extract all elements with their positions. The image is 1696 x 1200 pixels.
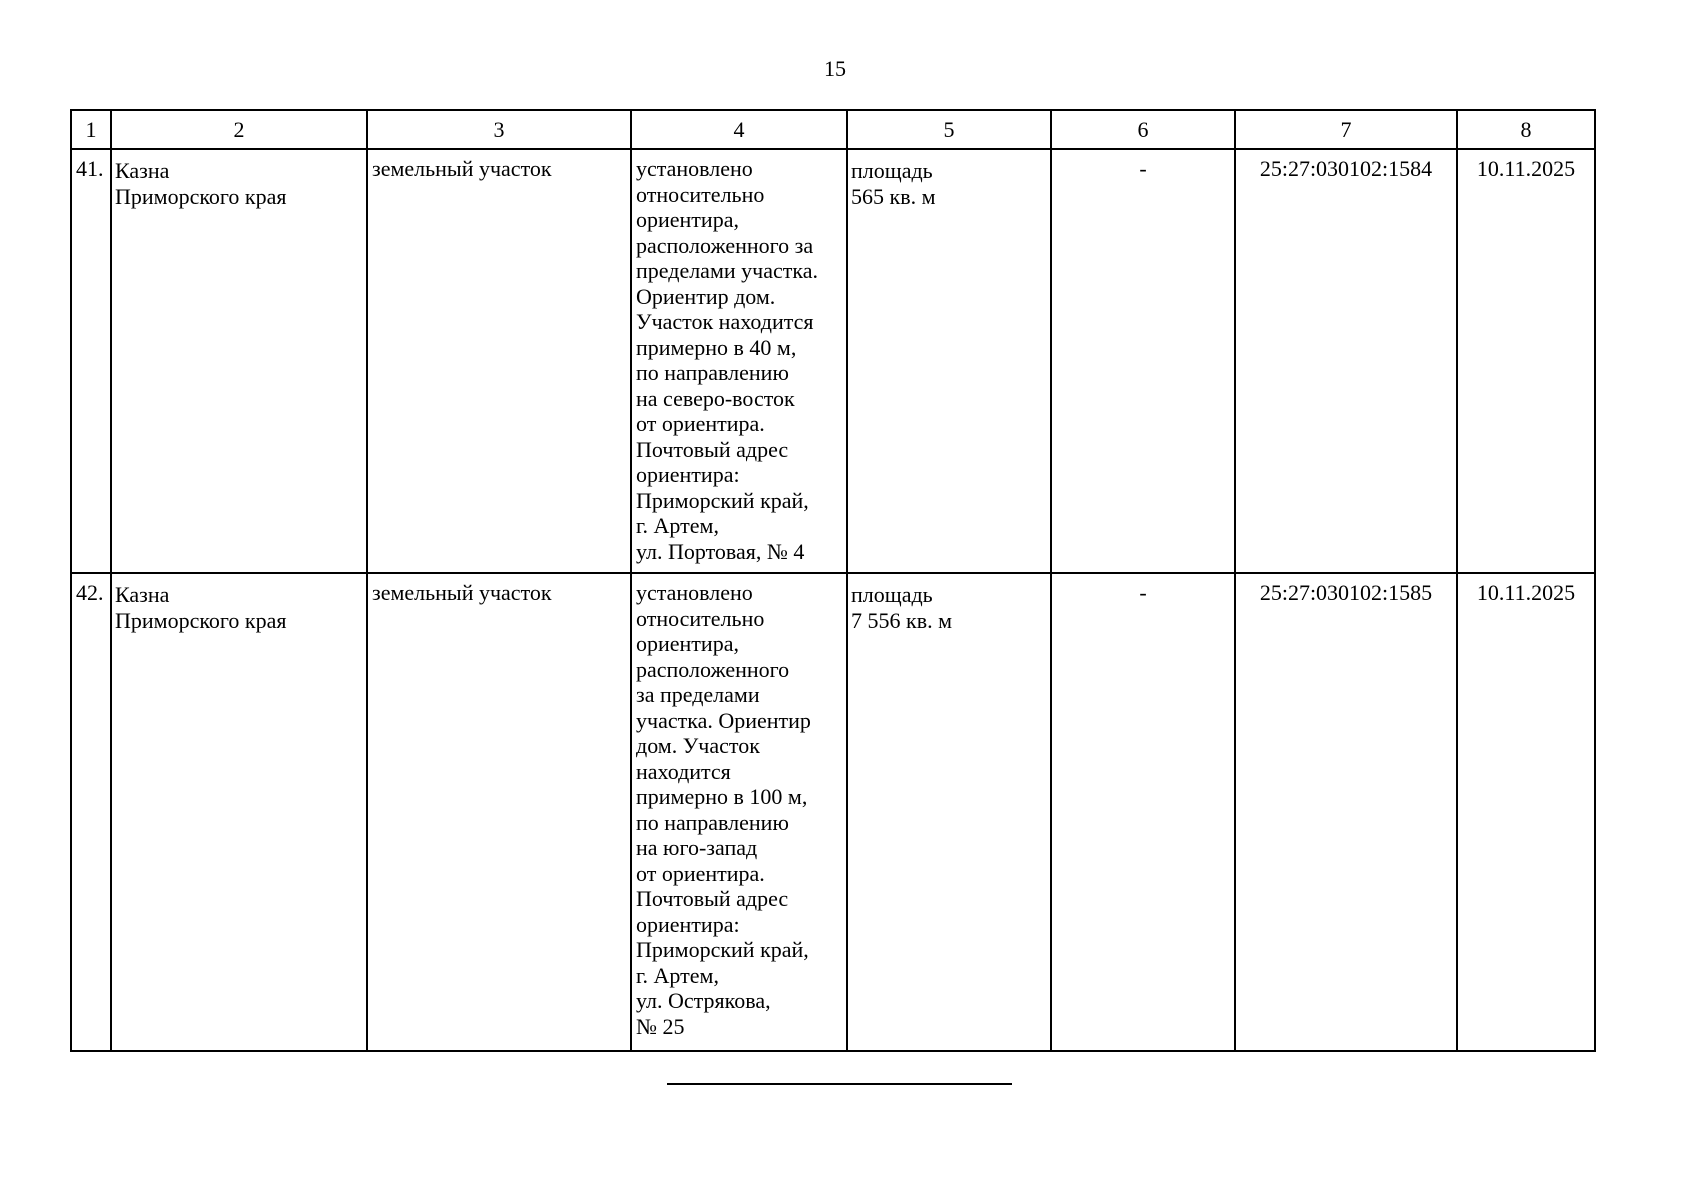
column-header-3: 3	[367, 110, 631, 149]
date-cell: 10.11.2025	[1457, 149, 1595, 573]
location-cell: установлено относительно ориентира, расположенного за пределами участка. Ориентир дом. Участок находится примерно в 100 м, по направлению на юго-запад от ориентира. Почтовый адрес ориентира: Приморский край, г. Артем, ул. Острякова, № 25	[631, 573, 847, 1051]
date-cell: 10.11.2025	[1457, 573, 1595, 1051]
closing-rule	[667, 1083, 1012, 1085]
column-6-cell: -	[1051, 573, 1235, 1051]
cadastral-number-cell: 25:27:030102:1584	[1235, 149, 1457, 573]
table-row	[71, 573, 1595, 1051]
column-header-1: 1	[71, 110, 111, 149]
column-header-6: 6	[1051, 110, 1235, 149]
area-cell: площадь 7 556 кв. м	[847, 573, 1051, 1051]
area-cell: площадь 565 кв. м	[847, 149, 1051, 573]
column-header-8: 8	[1457, 110, 1595, 149]
column-header-5: 5	[847, 110, 1051, 149]
cadastral-number-cell: 25:27:030102:1585	[1235, 573, 1457, 1051]
column-header-2: 2	[111, 110, 367, 149]
column-number-header-row	[71, 110, 1595, 149]
column-header-7: 7	[1235, 110, 1457, 149]
property-registry-table	[70, 109, 1596, 1052]
owner-cell: Казна Приморского края	[111, 149, 367, 573]
row-number-cell: 41.	[71, 149, 111, 573]
table-row	[71, 149, 1595, 573]
row-number-cell: 42.	[71, 573, 111, 1051]
property-type-cell: земельный участок	[367, 149, 631, 573]
owner-cell: Казна Приморского края	[111, 573, 367, 1051]
column-6-cell: -	[1051, 149, 1235, 573]
property-type-cell: земельный участок	[367, 573, 631, 1051]
column-header-4: 4	[631, 110, 847, 149]
page-number: 15	[824, 56, 846, 81]
location-cell: установлено относительно ориентира, расположенного за пределами участка. Ориентир дом. Участок находится примерно в 40 м, по направлению на северо-восток от ориентира. Почтовый адрес ориентира: Приморский край, г. Артем, ул. Портовая, № 4	[631, 149, 847, 573]
